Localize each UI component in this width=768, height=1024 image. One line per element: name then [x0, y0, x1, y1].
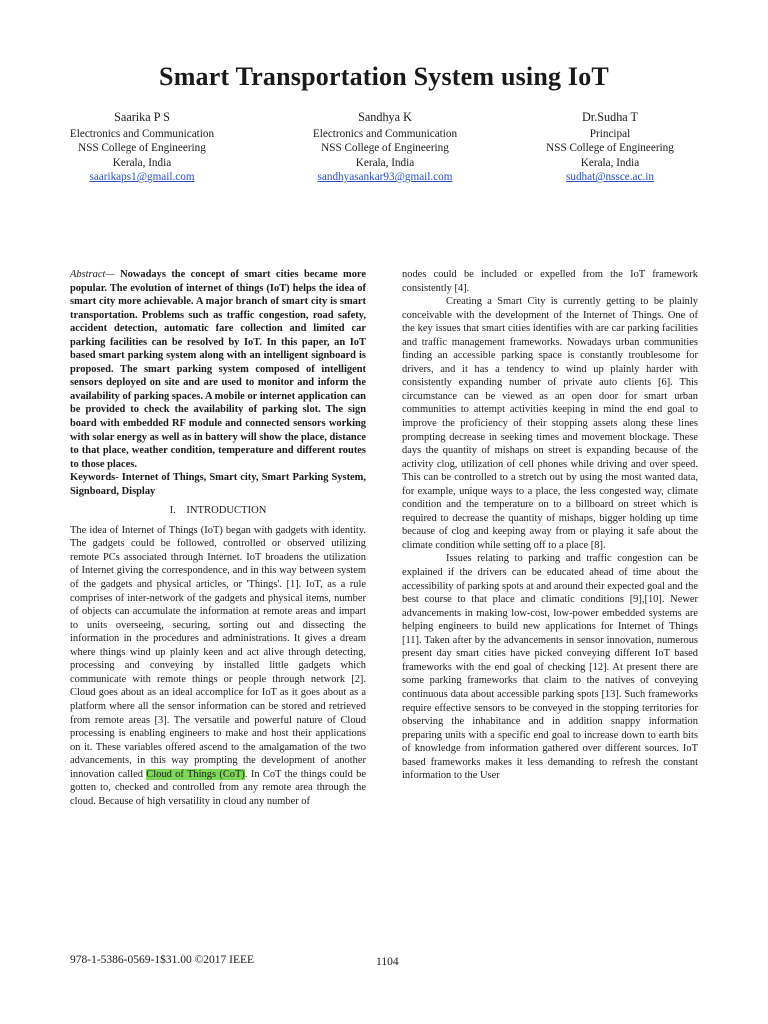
author-dept: Electronics and Communication — [69, 127, 215, 140]
author-college: NSS College of Engineering — [78, 142, 206, 154]
author-email-link[interactable]: sandhyasankar93@gmail.com — [317, 171, 453, 183]
author-dept: Principal — [589, 127, 631, 140]
left-column — [70, 268, 366, 808]
keywords: Keywords- Internet of Things, Smart city, Smart Parking System, Signboard, Display — [70, 472, 366, 497]
abstract — [70, 268, 366, 471]
author-dept: Electronics and Communication — [312, 127, 458, 140]
author-place: Kerala, India — [112, 156, 172, 169]
author-block-3 — [495, 110, 725, 185]
author-name: Saarika P S — [114, 110, 170, 124]
highlighted-term: Cloud of Things (CoT) — [146, 768, 245, 780]
body-paragraph: Issues relating to parking and traffic congestion can be explained if the drivers can be educated ahead of time about the accessibility of parking spots at and around their expected goal and the best course to that place and climatic conditions [9],[10]. Newer advancements in making low-cost, low-power embedded systems are helping engineers to build new applications for Internet of Things [11]. Taken after by the advancements in sensor innovation, numerous present day smart cities have picked conveying different IoT based frameworks with the end goal of checking [12]. At present there are some parking frameworks that claim to the natives of conveying continuous data about accessible parking spots [13]. Such frameworks require effective sensors to be conveyed in the stopping territories for observing the inhabitance and in addition snappy information preparing units with a specific end goal to increase down to earth bits of knowledge from information gathered over different sources. IoT based frameworks makes it less demanding to refresh the constant information to the User — [402, 553, 698, 782]
body-paragraph: nodes could be included or expelled from the IoT framework consistently [4]. — [402, 269, 698, 294]
author-email-link[interactable]: sudhat@nssce.ac.in — [566, 171, 654, 183]
intro-text: The idea of Internet of Things (IoT) began with gadgets with identity. The gadgets could be followed, controlled or observed utilizing remote PCs associated through Internet. IoT broadens the utilization of Internet giving the correspondence, and in this way between system of the gadgets and physical articles, or 'Things'. [1]. IoT, as a rule comprises of inter-network of the gadgets and physical items, number of objects can accumulate the information at remote areas and impart to units overseeing, securing, sorting out and dissecting the information in the procedures and administrations. It gives a dream where things wind up plainly keen and act alive through detecting, processing and conveying by installed little gadgets which communicate with remote things or people through network [2]. Cloud goes about as an ideal accomplice for IoT as it goes about as a platform where all the sensor information can be stored and retrieved from remote areas [3]. The versatile and powerful nature of Cloud processing is enabling engineers to make and host their applications on it. These variables offered ascend to the amalgamation of the two advancements, in this way prompting the development of another innovation called — [70, 524, 366, 780]
section-heading: I. INTRODUCTION — [169, 505, 267, 517]
right-column — [402, 268, 698, 783]
author-place: Kerala, India — [580, 156, 640, 169]
copyright-footer: 978-1-5386-0569-1$31.00 ©2017 IEEE — [70, 954, 255, 966]
author-college: NSS College of Engineering — [321, 142, 449, 154]
author-block-1 — [27, 110, 257, 185]
body-paragraph: Creating a Smart City is currently getting to be plainly conceivable with the development of the Internet of Things. One of the key issues that smart cities identifies with are car parking facilities and traffic management frameworks. Nowadays urban communities finding an accessible parking space is constantly troublesome for drivers, and it has a tendency to wind up plainly harder with consistently expanding number of private auto clients [6]. This circumstance can be viewed as an open door for smart urban communities to attempt activities keeping in mind the end goal to improve the proficiency of their stopping assets along these lines prompting decrease in seeking times and movement blockage. These days the quantity of mishaps on street is expanding because of the activity clog, utilization of cell phones while driving and over speed. This can be controlled to a stretch out by using the most wanted data, for example, unique ways to a place, the less congested way, climate condition and the temperature on to a billboard on street which is required to decrease the quantity of mishaps, bigger holding up time because of clog and keeping away from or playing it safe about the climate condition while setting off to a place [8]. — [402, 296, 698, 551]
author-block-2 — [270, 110, 500, 185]
intro-text-continued: . In CoT the things could be gotten to, checked and controlled from any remote area through the cloud. Because of high versatility in cloud any number of — [70, 768, 367, 807]
intro-paragraph — [70, 524, 366, 808]
author-email-link[interactable]: saarikaps1@gmail.com — [89, 171, 195, 183]
author-college: NSS College of Engineering — [546, 142, 674, 154]
abstract-text: Nowadays the concept of smart cities became more popular. The evolution of internet of things (IoT) helps the idea of smart city more achievable. A major branch of smart city is smart transportation. Problems such as traffic congestion, road safety, accident detection, automatic fare collection and limited car parking facilities can be resolved by IoT. In this paper, an IoT based smart parking system along with an intelligent signboard is proposed. The smart parking system composed of intelligent sensors deployed on site and are used to monitor and inform the availability of parking spaces. A mobile or internet application can be provided to check the availability of parking slot. The sign board with embedded RF module and connected sensors working with solar energy as well as in battery will show the place, distance to that place, weather condition, temperature and different routes to those places. — [70, 269, 366, 470]
abstract-label: Abstract— — [70, 269, 115, 280]
paper-title: Smart Transportation System using IoT — [159, 62, 609, 91]
page-number: 1104 — [376, 956, 399, 968]
author-place: Kerala, India — [355, 156, 415, 169]
author-name: Dr.Sudha T — [582, 110, 638, 124]
author-name: Sandhya K — [358, 110, 412, 124]
